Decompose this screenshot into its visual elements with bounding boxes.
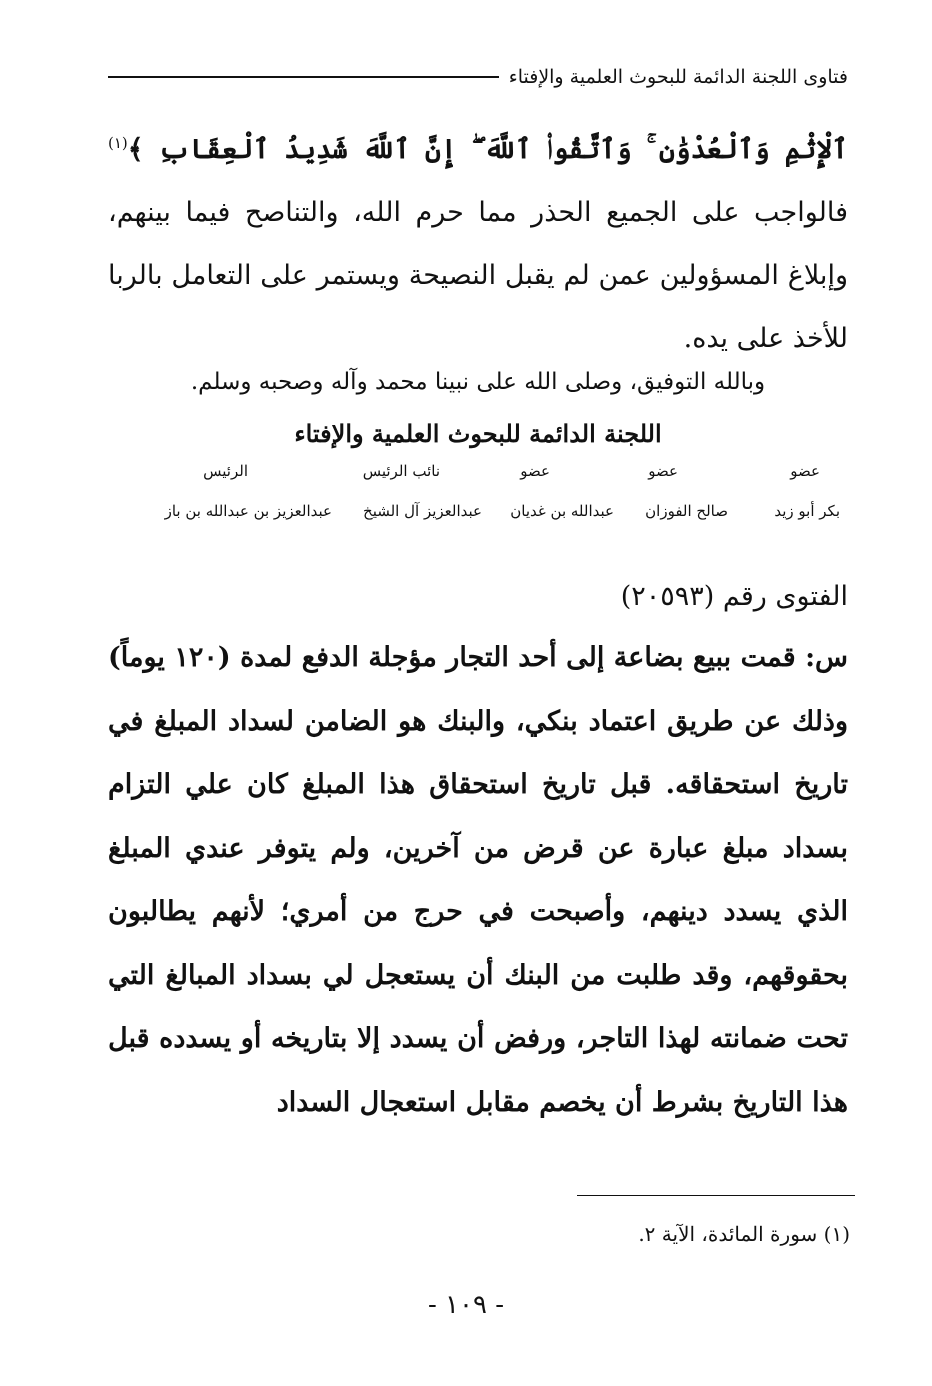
committee-name: اللجنة الدائمة للبحوث العلمية والإفتاء [294,419,662,448]
ruling-text: فالواجب على الجميع الحذر مما حرم الله، والتناصح فيما بينهم، وإبلاغ المسؤولين عمن لم يقبل النصيحة ويستمر على التعامل بالربا للأخذ على يده. [108,197,849,354]
signatory-name: عبدالعزيز آل الشيخ [363,502,482,520]
page-number: - ١٠٩ - [427,1290,505,1320]
quran-verse: ٱلْإِثْمِ وَٱلْعُدْوَٰنِ ۚ وَٱتَّقُوا۟ ٱللَّهَ ۖ إِنَّ ٱللَّهَ شَدِيدُ ٱلْعِقَابِ ﴾ [127,134,848,165]
running-header [108,62,848,92]
footnote-marker: (١) [108,134,128,152]
signatory-name: صالح الفوزان [645,502,728,520]
signatory-role: عضو [648,462,678,480]
footnote-rule [577,1195,855,1196]
closing-line: وبالله التوفيق، وصلى الله على نبينا محمد وآله وصحبه وسلم. [190,369,766,395]
signatory-role: الرئيس [203,462,248,480]
signatory-name: عبدالله بن غديان [510,502,614,520]
header-rule [108,76,499,78]
signatory-role: عضو [520,462,550,480]
question-text: س: قمت ببيع بضاعة إلى أحد التجار مؤجلة الدفع لمدة (١٢٠ يوماً) وذلك عن طريق اعتماد بنكي، والبنك هو الضامن لسداد المبلغ في تاريخ استحقاقه. قبل تاريخ استحقاق هذا المبلغ كان علي التزام بسداد مبلغ عبارة عن قرض من آخرين، ولم يتوفر عندي المبلغ الذي يسدد دينهم، وأصبحت في حرج من أمري؛ لأنهم يطالبون بحقوقهم، وقد طلبت من البنك أن يستعجل لي بسداد المبالغ التي تحت ضمانته لهذا التاجر، ورفض أن يسدد إلا بتاريخه أو يسدده قبل هذا التاريخ بشرط أن يخصم مقابل استعجال السداد [108,642,848,1118]
header-title: فتاوى اللجنة الدائمة للبحوث العلمية والإفتاء [508,66,848,88]
signatory-role: نائب الرئيس [362,462,440,480]
fatwa-number: الفتوى رقم (٢٠٥٩٣) [620,581,848,612]
footnote: (١) سورة المائدة، الآية ٢. [638,1222,850,1246]
signatory-name: عبدالعزيز بن عبدالله بن باز [164,502,332,520]
signatory-role: عضو [790,462,820,480]
previous-fatwa-ending [108,112,848,370]
signatory-name: بكر أبو زيد [774,502,840,520]
